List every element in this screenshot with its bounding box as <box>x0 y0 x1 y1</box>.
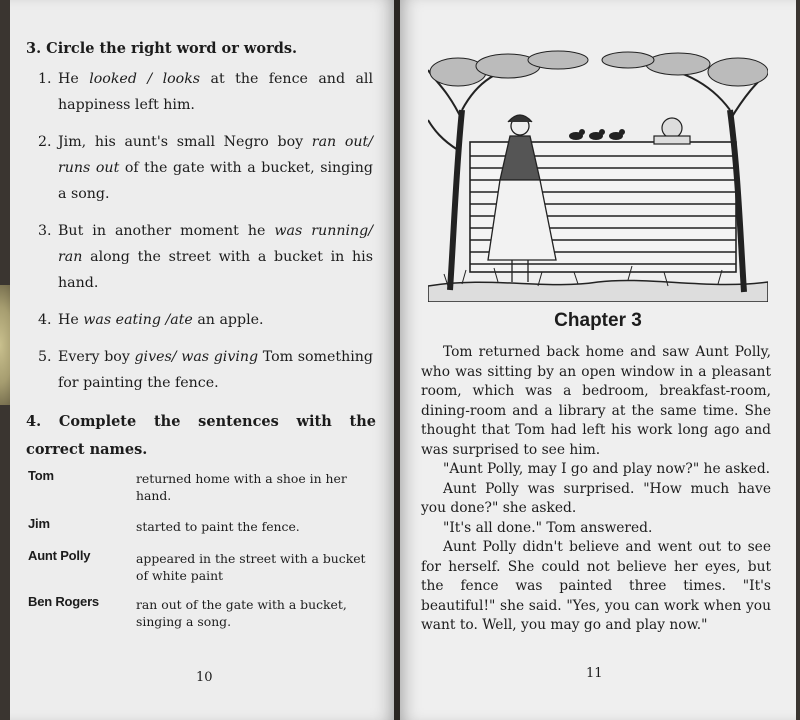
character-name: Tom <box>28 468 54 483</box>
character-name: Aunt Polly <box>28 548 91 563</box>
foliage-icon <box>430 51 588 86</box>
item-text-start: Jim, his aunt's small Negro boy <box>58 134 312 150</box>
item-text-end: along the street with a bucket in his hand. <box>58 249 373 291</box>
chapter-text <box>421 343 771 636</box>
sentence-ending: ran out of the gate with a bucket, singing a song. <box>136 597 347 629</box>
paragraph: "It's all done." Tom answered. <box>443 519 653 536</box>
paragraph: Tom returned back home and saw Aunt Polly, who was sitting by an open window in a pleasant room, which was a bedroom, breakfast-room, dining-room and a library at the same time. She thought that Tom had left his work long ago and was surprised to see him. <box>421 344 771 458</box>
paragraph: Aunt Polly didn't believe and went out to see for herself. She could not believe her eyes, but the fence was painted three times. "It's beautiful!" she said. "Yes, you can work when you want to. Well, you may go and play now." <box>421 539 771 633</box>
list-item <box>38 66 373 118</box>
foliage-icon <box>602 52 768 86</box>
item-text <box>58 344 373 396</box>
word-choice: was eating /ate <box>83 312 193 328</box>
item-number: 1. <box>38 71 52 87</box>
character-name: Jim <box>28 516 50 531</box>
item-number: 3. <box>38 223 52 239</box>
item-text-end: Tom something for painting the fence. <box>58 349 373 391</box>
exercise-3-list <box>38 66 373 407</box>
paragraph: Aunt Polly was surprised. "How much have you done?" she asked. <box>421 480 771 516</box>
word-choice: ran out/ runs out <box>58 134 373 176</box>
list-item <box>38 218 373 296</box>
exercise-3-title: 3. Circle the right word or words. <box>26 40 298 57</box>
boy-icon <box>654 118 690 144</box>
item-number: 5. <box>38 349 52 365</box>
chapter-title: Chapter 3 <box>554 310 642 331</box>
ground-icon <box>428 280 768 302</box>
word-choice: looked / looks <box>89 71 201 87</box>
character-name: Ben Rogers <box>28 594 99 609</box>
sentence-ending: appeared in the street with a bucket of white paint <box>136 551 366 583</box>
fence-illustration <box>428 50 768 302</box>
item-text-start: But in another moment he <box>58 223 275 239</box>
item-text-end: an apple. <box>192 312 264 328</box>
list-item <box>38 344 373 396</box>
paragraph: "Aunt Polly, may I go and play now?" he asked. <box>443 461 771 477</box>
word-choice: gives/ was giving <box>134 349 259 365</box>
item-text <box>58 218 373 296</box>
page-number-left: 10 <box>196 670 213 685</box>
exercise-4-title: 4. Complete the sentences with the correct names. <box>26 413 376 458</box>
item-text <box>58 129 373 207</box>
sentence-ending: returned home with a shoe in her hand. <box>136 471 347 503</box>
item-text <box>58 66 373 118</box>
item-number: 2. <box>38 134 52 150</box>
word-choice: was running/ ran <box>58 223 374 265</box>
item-text-start: He <box>58 312 84 328</box>
list-item <box>38 307 373 333</box>
item-text <box>58 307 373 333</box>
page-number-right: 11 <box>586 666 603 681</box>
item-number: 4. <box>38 312 52 328</box>
item-text-start: He <box>58 71 90 87</box>
sentence-ending: started to paint the fence. <box>136 519 300 534</box>
birds-icon <box>569 129 625 140</box>
item-text-start: Every boy <box>58 349 135 365</box>
item-text-end: at the fence and all happiness left him. <box>58 71 373 113</box>
item-text-end: of the gate with a bucket, singing a song. <box>58 160 373 202</box>
list-item <box>38 129 373 207</box>
